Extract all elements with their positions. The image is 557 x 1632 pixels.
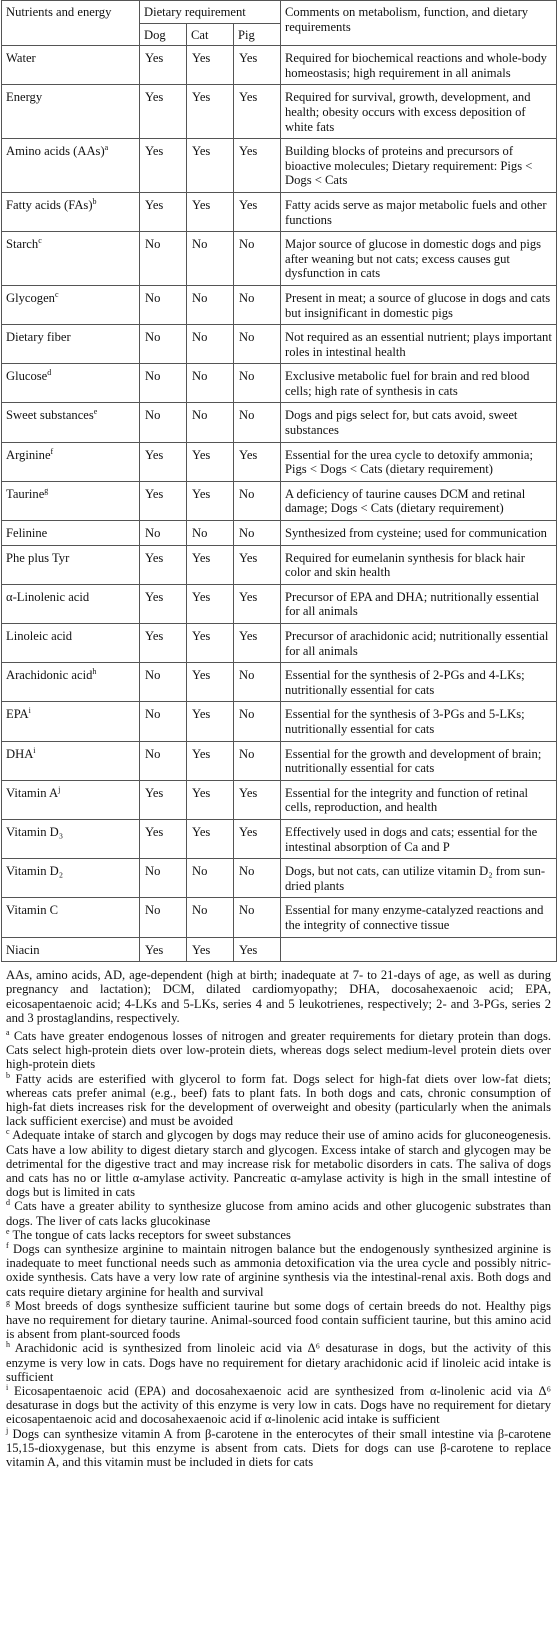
footnote-marker: i (28, 706, 31, 716)
pig-requirement-cell: Yes (234, 192, 281, 231)
pig-requirement-cell: Yes (234, 624, 281, 663)
cat-requirement-cell: Yes (187, 937, 234, 962)
comment-cell: Essential for the synthesis of 2-PGs and 4-LKs; nutritionally essential for cats (281, 663, 557, 702)
footnote (6, 1072, 551, 1129)
footnote-text: Most breeds of dogs synthesize sufficient taurine but some dogs of certain breeds do not. Healthy pigs have no requirement for dietary taurine. Animal-sourced food contain sufficient taurine, but this amino acid is absent from plant-sourced foods (6, 1298, 551, 1342)
dog-requirement-cell: Yes (140, 545, 187, 584)
footnote-marker: g (44, 485, 49, 495)
table-row (2, 819, 557, 858)
pig-requirement-cell: No (234, 702, 281, 741)
table-row (2, 85, 557, 139)
comment-cell: Fatty acids serve as major metabolic fuels and other functions (281, 192, 557, 231)
pig-requirement-cell: Yes (234, 545, 281, 584)
footnote-text: Fatty acids are esterified with glycerol to form fat. Dogs select for high-fat diets over low-fat diets; whereas cats prefer animal (e.g., beef) fats to plant fats. In both dogs and cats, chronic consumption of high-fat diets increases risk for the development of overweight and obesity (particularly when the animals lack sufficient exercise) and must be avoided (6, 1071, 551, 1129)
table-row (2, 442, 557, 481)
pig-requirement-cell: No (234, 325, 281, 364)
nutrient-name: Vitamin A (6, 785, 59, 800)
nutrient-name-cell (2, 898, 140, 937)
header-cat: Cat (187, 23, 234, 46)
dog-requirement-cell: No (140, 663, 187, 702)
pig-requirement-cell: No (234, 521, 281, 546)
table-row (2, 403, 557, 442)
footnote-marker: c (54, 289, 59, 299)
nutrient-name-cell (2, 859, 140, 898)
footnote-mark: f (6, 1240, 9, 1250)
nutrient-name: Glucose (6, 369, 48, 384)
table-row (2, 663, 557, 702)
header-comments: Comments on metabolism, function, and dietary requirements (281, 1, 557, 46)
footnote-marker: c (38, 235, 42, 245)
comment-cell: Essential for the integrity and function of retinal cells, reproduction, and health (281, 780, 557, 819)
cat-requirement-cell: No (187, 521, 234, 546)
footnote-mark: g (6, 1297, 10, 1307)
pig-requirement-cell: No (234, 663, 281, 702)
cat-requirement-cell: Yes (187, 741, 234, 780)
pig-requirement-cell: Yes (234, 584, 281, 623)
pig-requirement-cell: Yes (234, 85, 281, 139)
pig-requirement-cell: Yes (234, 139, 281, 193)
pig-requirement-cell: No (234, 403, 281, 442)
footnote-text: Adequate intake of starch and glycogen by dogs may reduce their use of amino acids for gluconeogenesis. Cats have a low ability to digest dietary starch and glycogen. Excess intake of starch and glycogen may be detrimental for the digestive tract and may increase risk for metabolic disorders in cats. The saliva of dogs and cats has no or little α-amylase activity. Pancreatic α-amylase activity is high in the small intestine of dogs but is limited in cats (6, 1128, 551, 1200)
comment-cell: Synthesized from cysteine; used for communication (281, 521, 557, 546)
cat-requirement-cell: No (187, 403, 234, 442)
table-row (2, 46, 557, 85)
nutrient-name: Phe plus Tyr (6, 550, 70, 565)
dog-requirement-cell: Yes (140, 937, 187, 962)
cat-requirement-cell: No (187, 364, 234, 403)
nutrient-name: Water (6, 51, 36, 66)
footnote (6, 1427, 551, 1470)
comment-cell: Essential for the growth and development of brain; nutritionally essential for cats (281, 741, 557, 780)
comment-cell: A deficiency of taurine causes DCM and retinal damage; Dogs < Cats (dietary requirement) (281, 481, 557, 520)
footnote (6, 1384, 551, 1427)
footnote (6, 1199, 551, 1227)
nutrient-name-cell (2, 46, 140, 85)
footnote-marker: i (33, 745, 36, 755)
dog-requirement-cell: Yes (140, 624, 187, 663)
footnote (6, 1029, 551, 1072)
comment-cell: Required for survival, growth, development, and health; obesity occurs with excess deposition of white fats (281, 85, 557, 139)
table-row (2, 741, 557, 780)
cat-requirement-cell: Yes (187, 481, 234, 520)
comment-cell: Dogs, but not cats, can utilize vitamin D₂ from sun-dried plants (281, 859, 557, 898)
footnote-text: Cats have a greater ability to synthesize glucose from amino acids and other glucogenic substrates than dogs. The liver of cats lacks glucokinase (6, 1199, 551, 1228)
footnote (6, 1341, 551, 1384)
nutrient-name-cell (2, 663, 140, 702)
cat-requirement-cell: Yes (187, 702, 234, 741)
footnote (6, 1299, 551, 1342)
comment-cell: Dogs and pigs select for, but cats avoid, sweet substances (281, 403, 557, 442)
nutrient-name-cell (2, 702, 140, 741)
table-body (2, 46, 557, 962)
pig-requirement-cell: No (234, 859, 281, 898)
nutrient-name-cell (2, 192, 140, 231)
cat-requirement-cell: Yes (187, 85, 234, 139)
dog-requirement-cell: No (140, 232, 187, 286)
dog-requirement-cell: No (140, 898, 187, 937)
dog-requirement-cell: Yes (140, 780, 187, 819)
dog-requirement-cell: Yes (140, 46, 187, 85)
nutrient-name-cell (2, 780, 140, 819)
footnote-mark: e (6, 1226, 10, 1236)
nutrient-name: Linoleic acid (6, 629, 73, 643)
dog-requirement-cell: Yes (140, 192, 187, 231)
nutrient-name: Vitamin D₃ (6, 824, 64, 839)
footnote-text: The tongue of cats lacks receptors for sweet substances (9, 1227, 291, 1242)
footnote-marker: j (58, 784, 61, 794)
nutrient-name: Felinine (6, 526, 48, 541)
nutrient-name-cell (2, 442, 140, 481)
nutrient-name: Fatty acids (FAs) (6, 197, 93, 212)
comment-cell: Essential for the synthesis of 3-PGs and 5-LKs; nutritionally essential for cats (281, 702, 557, 741)
footnote-mark: d (6, 1198, 10, 1208)
pig-requirement-cell: No (234, 898, 281, 937)
nutrient-name-cell (2, 232, 140, 286)
table-row (2, 521, 557, 546)
nutrient-name: Dietary fiber (6, 330, 71, 345)
pig-requirement-cell: Yes (234, 780, 281, 819)
nutrient-name-cell (2, 325, 140, 364)
footnote-text: Arachidonic acid is synthesized from linoleic acid via Δ⁶ desaturase in dogs, but the activity of this enzyme is very low in cats. Dogs have no requirement for dietary arachidonic acid if linoleic acid intake is sufficient (6, 1341, 551, 1384)
table-row (2, 285, 557, 324)
comment-cell: Required for eumelanin synthesis for black hair color and skin health (281, 545, 557, 584)
table-row (2, 364, 557, 403)
nutrient-name-cell (2, 741, 140, 780)
table-row (2, 584, 557, 623)
footnotes-list (6, 1029, 551, 1469)
nutrient-name-cell (2, 937, 140, 962)
cat-requirement-cell: No (187, 325, 234, 364)
cat-requirement-cell: Yes (187, 442, 234, 481)
comment-cell: Present in meat; a source of glucose in dogs and cats but insignificant in domestic pigs (281, 285, 557, 324)
nutrient-name-cell (2, 481, 140, 520)
header-nutrients: Nutrients and energy (2, 1, 140, 46)
pig-requirement-cell: Yes (234, 819, 281, 858)
dog-requirement-cell: No (140, 403, 187, 442)
dog-requirement-cell: No (140, 859, 187, 898)
nutrient-name: Energy (6, 90, 43, 105)
table-row (2, 859, 557, 898)
header-dietary-requirement: Dietary requirement (140, 1, 281, 24)
nutrient-name: Glycogen (6, 290, 55, 305)
dog-requirement-cell: No (140, 325, 187, 364)
comment-cell: Precursor of arachidonic acid; nutritionally essential for all animals (281, 624, 557, 663)
nutrient-name: α-Linolenic acid (6, 589, 90, 604)
footnote-mark: c (6, 1127, 10, 1137)
nutrient-name-cell (2, 819, 140, 858)
nutrient-name: Vitamin C (6, 903, 59, 918)
footnote-marker: h (92, 667, 97, 676)
comment-cell: Effectively used in dogs and cats; essential for the intestinal absorption of Ca and P (281, 819, 557, 858)
dog-requirement-cell: No (140, 741, 187, 780)
pig-requirement-cell: No (234, 481, 281, 520)
pig-requirement-cell: Yes (234, 46, 281, 85)
footnote-marker: b (92, 196, 97, 206)
comment-cell: Essential for many enzyme-catalyzed reactions and the integrity of connective tissue (281, 898, 557, 937)
pig-requirement-cell: No (234, 285, 281, 324)
nutrient-name: Arachidonic acid (6, 668, 93, 683)
dog-requirement-cell: Yes (140, 584, 187, 623)
comment-cell: Not required as an essential nutrient; plays important roles in intestinal health (281, 325, 557, 364)
cat-requirement-cell: Yes (187, 46, 234, 85)
table-row (2, 898, 557, 937)
pig-requirement-cell: Yes (234, 937, 281, 962)
header-dog: Dog (140, 23, 187, 46)
cat-requirement-cell: No (187, 285, 234, 324)
nutrient-name: Arginine (6, 447, 51, 462)
nutrient-name: DHA (6, 746, 34, 761)
table-row (2, 545, 557, 584)
footnote-text: Dogs can synthesize arginine to maintain nitrogen balance but the endogenously synthesized arginine is inadequate to meet functional needs such as ammonia detoxification via the urea cycle and possibly nitric-oxide synthesis. Cats have a very low rate of arginine synthesis via the intestinal-renal axis. Both dogs and cats require dietary arginine for health and survival (6, 1241, 551, 1299)
dog-requirement-cell: Yes (140, 442, 187, 481)
nutrient-requirements-table (1, 0, 557, 962)
dog-requirement-cell: Yes (140, 819, 187, 858)
footnote-text: Cats have greater endogenous losses of nitrogen and greater requirements for dietary protein than dogs. Cats select high-protein diets over low-protein diets, whereas dogs select medium-level protein diets over high-protein diets (6, 1028, 551, 1072)
cat-requirement-cell: No (187, 232, 234, 286)
cat-requirement-cell: Yes (187, 663, 234, 702)
nutrient-name: Sweet substances (6, 408, 94, 423)
comment-cell: Required for biochemical reactions and whole-body homeostasis; high requirement in all animals (281, 46, 557, 85)
footnote-marker: a (104, 142, 109, 152)
cat-requirement-cell: No (187, 898, 234, 937)
cat-requirement-cell: Yes (187, 545, 234, 584)
nutrient-name-cell (2, 403, 140, 442)
comment-cell: Precursor of EPA and DHA; nutritionally essential for all animals (281, 584, 557, 623)
footnote (6, 1242, 551, 1299)
comment-cell: Building blocks of proteins and precursors of bioactive molecules; Dietary requirement: Pigs < Dogs < Cats (281, 139, 557, 193)
cat-requirement-cell: Yes (187, 624, 234, 663)
nutrient-name: Taurine (6, 486, 45, 501)
footnote-marker: e (93, 407, 98, 417)
comment-cell: Major source of glucose in domestic dogs and pigs after weaning but not cats; excess causes gut dysfunction in cats (281, 232, 557, 286)
comment-cell (281, 937, 557, 962)
footnote-mark: i (6, 1382, 9, 1392)
nutrient-name: EPA (6, 707, 29, 722)
dog-requirement-cell: Yes (140, 139, 187, 193)
pig-requirement-cell: Yes (234, 442, 281, 481)
nutrient-name: Starch (6, 237, 39, 252)
dog-requirement-cell: No (140, 364, 187, 403)
footnote-mark: j (6, 1425, 9, 1435)
table-row (2, 325, 557, 364)
nutrient-name-cell (2, 85, 140, 139)
footnote-text: Dogs can synthesize vitamin A from β-carotene in the enterocytes of their small intestine via β-carotene 15,15-dioxygenase, but this enzyme is absent from cats. Diets for dogs can use β-carotene to replace vitamin A, and this vitamin must be included in diets for cats (6, 1426, 551, 1469)
dog-requirement-cell: Yes (140, 481, 187, 520)
nutrient-name-cell (2, 285, 140, 324)
footnote-mark: h (6, 1340, 10, 1350)
dog-requirement-cell: Yes (140, 85, 187, 139)
pig-requirement-cell: No (234, 364, 281, 403)
footnote-mark: a (6, 1027, 10, 1037)
nutrient-name: Amino acids (AAs) (6, 144, 105, 159)
footnote (6, 1128, 551, 1199)
abbreviations-note: AAs, amino acids, AD, age-dependent (high at birth; inadequate at 7- to 21-days of age, as well as during pregnancy and lactation); DCM, dilated cardiomyopathy; DHA, docosahexaenoic acid; EPA, eicosapentaenoic acid; 4-LKs and 5-LKs, series 4 and 5 leukotrienes, respectively; 2- and 3-PGs, series 2 and 3 prostaglandins, respectively. (6, 968, 551, 1025)
cat-requirement-cell: Yes (187, 192, 234, 231)
dog-requirement-cell: No (140, 521, 187, 546)
nutrient-name-cell (2, 364, 140, 403)
pig-requirement-cell: No (234, 232, 281, 286)
nutrient-name: Vitamin D₂ (6, 864, 64, 879)
nutrient-name-cell (2, 545, 140, 584)
table-row (2, 481, 557, 520)
cat-requirement-cell: No (187, 859, 234, 898)
table-notes (6, 968, 551, 1469)
table-row (2, 702, 557, 741)
table-row (2, 192, 557, 231)
comment-cell: Exclusive metabolic fuel for brain and red blood cells; high rate of synthesis in cats (281, 364, 557, 403)
nutrient-name-cell (2, 624, 140, 663)
footnote-text: Eicosapentaenoic acid (EPA) and docosahexaenoic acid are synthesized from α-linolenic acid via Δ⁶ desaturase in dogs but the activity of this enzyme is very low in cats. Dogs have no requirement for dietary eicosapentaenoic acid and docosahexaenoic acid if α-linolenic acid intake is sufficient (6, 1383, 551, 1427)
dog-requirement-cell: No (140, 285, 187, 324)
footnote-mark: b (6, 1070, 10, 1080)
table-header (2, 1, 557, 46)
cat-requirement-cell: Yes (187, 780, 234, 819)
header-pig: Pig (234, 23, 281, 46)
footnote-marker: d (47, 368, 52, 378)
cat-requirement-cell: Yes (187, 819, 234, 858)
footnote-marker: f (50, 446, 54, 456)
nutrient-name-cell (2, 521, 140, 546)
cat-requirement-cell: Yes (187, 139, 234, 193)
table-row (2, 780, 557, 819)
cat-requirement-cell: Yes (187, 584, 234, 623)
table-row (2, 139, 557, 193)
table-row (2, 624, 557, 663)
dog-requirement-cell: No (140, 702, 187, 741)
nutrient-name-cell (2, 584, 140, 623)
footnote (6, 1228, 551, 1242)
pig-requirement-cell: No (234, 741, 281, 780)
table-row (2, 937, 557, 962)
nutrient-name-cell (2, 139, 140, 193)
nutrient-name: Niacin (6, 942, 40, 957)
comment-cell: Essential for the urea cycle to detoxify ammonia; Pigs < Dogs < Cats (dietary requirement) (281, 442, 557, 481)
table-row (2, 232, 557, 286)
